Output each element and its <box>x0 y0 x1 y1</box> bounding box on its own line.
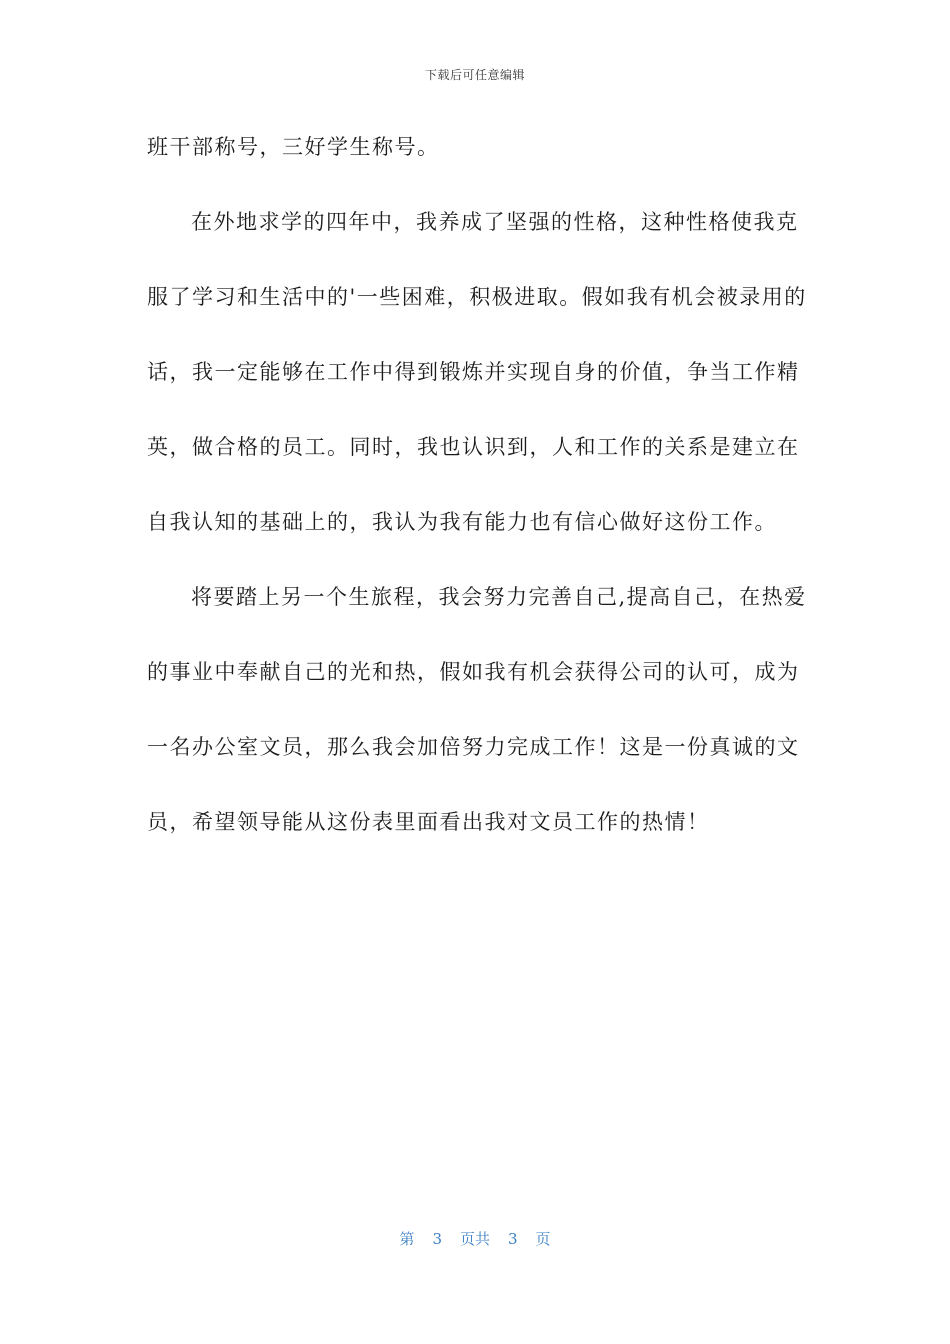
text-line: 将要踏上另一个生旅程，我会努力完善自己,提高自己，在热爱 <box>191 585 807 609</box>
text-line: 员，希望领导能从这份表里面看出我对文员工作的热情！ <box>147 810 710 834</box>
footer-total-pages: 3 <box>508 1230 518 1248</box>
text-line: 英，做合格的员工。同时，我也认识到，人和工作的关系是建立在 <box>147 435 800 459</box>
text-line: 班干部称号，三好学生称号。 <box>147 135 440 159</box>
text-line: 的事业中奉献自己的光和热，假如我有机会获得公司的认可，成为 <box>147 660 800 684</box>
page-footer <box>0 1228 950 1249</box>
footer-label-of: 页共 <box>459 1230 490 1248</box>
text-line: 在外地求学的四年中，我养成了坚强的性格，这种性格使我克 <box>191 210 799 234</box>
text-line: 一名办公室文员，那么我会加倍努力完成工作！这是一份真诚的文 <box>147 735 800 759</box>
text-line: 服了学习和生活中的'一些困难，积极进取。假如我有机会被录用的 <box>147 285 807 309</box>
footer-label-end: 页 <box>535 1230 551 1248</box>
document-body <box>147 127 807 877</box>
text-line: 自我认知的基础上的，我认为我有能力也有信心做好这份工作。 <box>147 510 777 534</box>
text-line: 话，我一定能够在工作中得到锻炼并实现自身的价值，争当工作精 <box>147 360 800 384</box>
footer-current-page: 3 <box>432 1230 442 1248</box>
footer-label-page: 第 <box>399 1230 415 1248</box>
header-note: 下载后可任意编辑 <box>424 68 525 82</box>
